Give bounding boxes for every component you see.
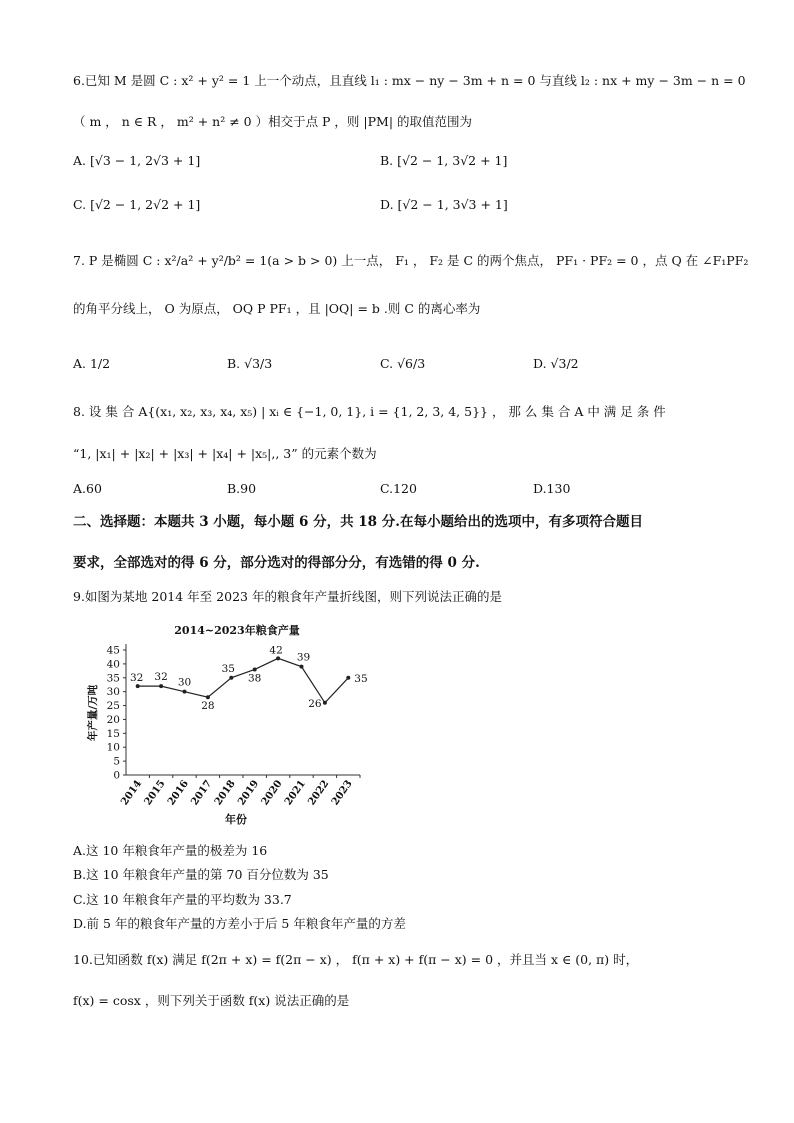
chart-series-line bbox=[138, 658, 349, 702]
chart-data-point bbox=[323, 701, 327, 705]
q8-option-a: A.60 bbox=[73, 481, 102, 496]
chart-x-tick-label: 2018 bbox=[212, 778, 238, 808]
chart-x-tick-label: 2015 bbox=[142, 778, 168, 808]
chart-y-axis-label: 年产量/万吨 bbox=[87, 684, 99, 742]
chart-svg bbox=[82, 618, 382, 833]
chart-data-point bbox=[136, 684, 140, 688]
q8-option-c: C.120 bbox=[380, 481, 417, 496]
section2-heading-line2: 要求，全部选对的得 6 分，部分选对的得部分分，有选错的得 0 分. bbox=[73, 555, 480, 571]
chart-data-point bbox=[253, 667, 257, 671]
q9-option-b: B.这 10 年粮食年产量的第 70 百分位数为 35 bbox=[73, 867, 329, 882]
chart-x-tick-label: 2023 bbox=[329, 778, 355, 808]
chart-x-axis-label: 年份 bbox=[225, 813, 247, 826]
q6-option-b: B. [√2 − 1, 3√2 + 1] bbox=[380, 153, 508, 168]
chart-data-label: 35 bbox=[221, 662, 235, 675]
chart-y-tick-label: 40 bbox=[106, 658, 120, 671]
chart-y-tick-label: 10 bbox=[106, 741, 120, 754]
chart-x-tick-label: 2019 bbox=[236, 778, 262, 808]
q7-option-a: A. 1/2 bbox=[73, 356, 111, 371]
q7-stem-line2: 的角平分线上， O 为原点， OQ P PF₁ ，且 |OQ| = b .则 C 的离心率为 bbox=[73, 301, 481, 316]
chart-x-tick-label: 2022 bbox=[306, 778, 332, 808]
chart-data-label: 26 bbox=[308, 697, 322, 710]
q6-option-c: C. [√2 − 1, 2√2 + 1] bbox=[73, 197, 201, 212]
chart-data-label: 38 bbox=[248, 672, 262, 685]
q8-option-b: B.90 bbox=[227, 481, 257, 496]
q6-option-a: A. [√3 − 1, 2√3 + 1] bbox=[73, 153, 201, 168]
q9-option-d: D.前 5 年的粮食年产量的方差小于后 5 年粮食年产量的方差 bbox=[73, 916, 406, 931]
section2-heading-line1: 二、选择题：本题共 3 小题，每小题 6 分，共 18 分.在每小题给出的选项中，有多项符合题目 bbox=[73, 514, 643, 530]
q8-stem-line2: “1, |x₁| + |x₂| + |x₃| + |x₄| + |x₅|,, 3” 的元素个数为 bbox=[73, 446, 377, 461]
chart-data-point bbox=[229, 676, 233, 680]
chart-y-tick-label: 5 bbox=[113, 755, 120, 768]
q7-option-b: B. √3/3 bbox=[227, 356, 273, 371]
chart-plot-area bbox=[107, 644, 368, 808]
chart-x-tick-label: 2014 bbox=[119, 778, 145, 808]
q6-stem-line1: 6.已知 M 是圆 C : x² + y² = 1 上一个动点，且直线 l₁ : mx − ny − 3m + n = 0 与直线 l₂ : nx + my − 3m − n = 0 bbox=[73, 73, 746, 88]
chart-data-point bbox=[276, 656, 280, 660]
chart-data-label: 39 bbox=[296, 651, 311, 664]
chart-data-label: 28 bbox=[201, 700, 215, 713]
chart-data-label: 32 bbox=[130, 672, 144, 685]
chart-data-label: 32 bbox=[154, 671, 168, 684]
q7-option-d: D. √3/2 bbox=[533, 356, 579, 371]
chart-y-tick-label: 30 bbox=[106, 686, 120, 699]
chart-x-tick-label: 2021 bbox=[282, 778, 308, 808]
chart-data-point bbox=[346, 676, 350, 680]
chart-data-point bbox=[183, 690, 187, 694]
q9-line-chart bbox=[82, 618, 382, 833]
chart-y-tick-label: 25 bbox=[106, 700, 120, 713]
q8-option-d: D.130 bbox=[533, 481, 571, 496]
chart-y-tick-label: 15 bbox=[106, 727, 120, 740]
chart-y-tick-label: 45 bbox=[106, 644, 120, 657]
chart-x-tick-label: 2016 bbox=[165, 778, 191, 808]
q8-stem-line1: 8. 设 集 合 A{(x₁, x₂, x₃, x₄, x₅) | xᵢ ∈ {−1, 0, 1}, i = {1, 2, 3, 4, 5}} ， 那 么 集 合 A 中 满 足 条 件 bbox=[73, 404, 666, 419]
q7-option-c: C. √6/3 bbox=[380, 356, 426, 371]
q6-stem-line2: （ m ， n ∈ R ， m² + n² ≠ 0 ）相交于点 P ，则 |PM| 的取值范围为 bbox=[73, 114, 473, 129]
chart-data-point bbox=[159, 684, 163, 688]
q6-option-d: D. [√2 − 1, 3√3 + 1] bbox=[380, 197, 508, 212]
q9-option-c: C.这 10 年粮食年产量的平均数为 33.7 bbox=[73, 892, 292, 907]
chart-data-point bbox=[206, 695, 210, 699]
q10-stem-line2: f(x) = cosx ，则下列关于函数 f(x) 说法正确的是 bbox=[73, 993, 350, 1008]
q9-stem: 9.如图为某地 2014 年至 2023 年的粮食年产量折线图，则下列说法正确的是 bbox=[73, 589, 502, 604]
chart-x-tick-label: 2020 bbox=[259, 778, 285, 808]
q9-option-a: A.这 10 年粮食年产量的极差为 16 bbox=[73, 843, 268, 858]
chart-y-tick-label: 20 bbox=[106, 713, 120, 726]
q7-stem-line1: 7. P 是椭圆 C : x²/a² + y²/b² = 1(a > b > 0) 上一点， F₁ ， F₂ 是 C 的两个焦点， PF₁ · PF₂ = 0 ，点 Q 在 ∠F₁PF₂ bbox=[73, 253, 749, 268]
chart-title: 2014~2023年粮食产量 bbox=[174, 624, 300, 637]
chart-data-label: 30 bbox=[177, 676, 192, 689]
chart-data-label: 42 bbox=[269, 644, 283, 657]
chart-data-label: 35 bbox=[354, 672, 368, 685]
q10-stem-line1: 10.已知函数 f(x) 满足 f(2π + x) = f(2π − x) ， f(π + x) + f(π − x) = 0 ，并且当 x ∈ (0, π) 时， bbox=[73, 952, 639, 967]
chart-x-tick-label: 2017 bbox=[189, 778, 215, 808]
chart-y-tick-label: 35 bbox=[106, 672, 120, 685]
chart-data-point bbox=[300, 665, 304, 669]
chart-y-tick-label: 0 bbox=[113, 769, 120, 782]
